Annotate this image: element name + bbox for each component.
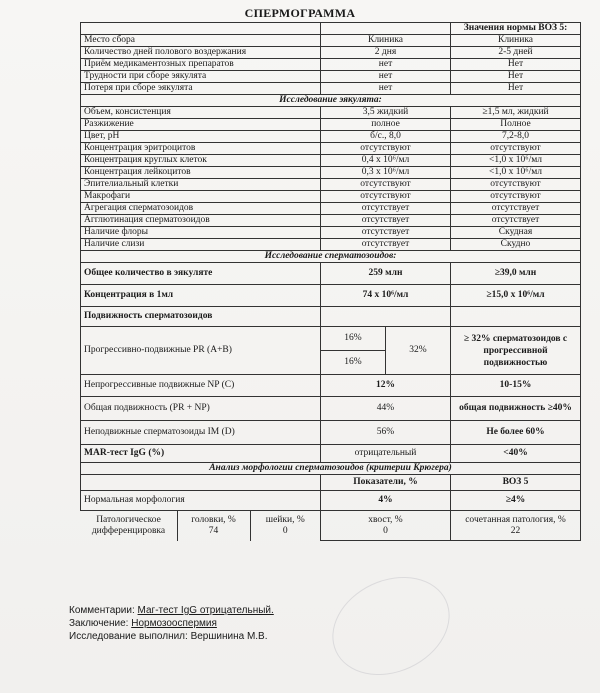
param-name: Агрегация сперматозоидов — [81, 203, 321, 215]
param-norm: 7,2-8,0 — [451, 131, 581, 143]
patho-inner — [81, 511, 321, 541]
param-value: 2 дня — [321, 47, 451, 59]
param-name: Приём медикаментозных препаратов — [81, 59, 321, 71]
motility-blank-2 — [451, 307, 581, 327]
table-row — [81, 203, 581, 215]
combined-label: сочетанная патология, % — [465, 514, 566, 525]
pr-a: 16% — [321, 327, 386, 351]
total-mot-name: Общая подвижность (PR + NP) — [81, 397, 321, 421]
total-norm: ≥39,0 млн — [451, 263, 581, 285]
patho-row — [81, 511, 581, 541]
section-row — [81, 463, 581, 475]
table-row — [81, 227, 581, 239]
normal-norm: ≥4% — [451, 491, 581, 511]
param-name: Место сбора — [81, 35, 321, 47]
pr-name: Прогрессивно-подвижные PR (A+B) — [81, 327, 321, 375]
section-row — [81, 95, 581, 107]
conclusion-value: Нормозооспермия — [131, 618, 217, 629]
param-name: Наличие слизи — [81, 239, 321, 251]
param-value: отсутствуют — [321, 143, 451, 155]
param-value: отсутствуют — [321, 191, 451, 203]
conc-norm: ≥15,0 х 10⁶/мл — [451, 285, 581, 307]
param-norm: Клиника — [451, 35, 581, 47]
header-blank-2 — [321, 23, 451, 35]
motility-title-row — [81, 307, 581, 327]
total-name: Общее количество в эякуляте — [81, 263, 321, 285]
param-name: Эпителиальный клетки — [81, 179, 321, 191]
pr-row — [81, 327, 581, 375]
param-value: 0,4 х 10⁶/мл — [321, 155, 451, 167]
param-name: Объем, консистенция — [81, 107, 321, 119]
executor-value: Вершинина М.В. — [190, 631, 268, 642]
param-value: полное — [321, 119, 451, 131]
mar-norm: <40% — [451, 445, 581, 463]
param-name: Концентрация круглых клеток — [81, 155, 321, 167]
morph-head-norm: ВОЗ 5 — [451, 475, 581, 491]
morph-blank — [81, 475, 321, 491]
param-value: отсутствуют — [321, 179, 451, 191]
patho-combined — [451, 511, 581, 541]
param-norm: ≥1,5 мл, жидкий — [451, 107, 581, 119]
section-morph: Анализ морфологии сперматозоидов (критерии Крюгера) — [81, 463, 581, 475]
section-sperm: Исследование сперматозоидов: — [81, 251, 581, 263]
conclusion-line — [69, 617, 274, 630]
conc-value: 74 х 10⁶/мл — [321, 285, 451, 307]
table-row — [81, 83, 581, 95]
param-value: Клиника — [321, 35, 451, 47]
comment-line — [69, 604, 274, 617]
table-row — [81, 59, 581, 71]
pr-split — [321, 327, 451, 375]
mar-value: отрицательный — [321, 445, 451, 463]
patho-necks — [250, 511, 320, 541]
section-ejaculate: Исследование эякулята: — [81, 95, 581, 107]
table-row — [81, 143, 581, 155]
total-mot-norm: общая подвижность ≥40% — [451, 397, 581, 421]
param-name: Концентрация эритроцитов — [81, 143, 321, 155]
mar-name: MAR-тест IgG (%) — [81, 445, 321, 463]
patho-tails — [321, 511, 451, 541]
normal-row — [81, 491, 581, 511]
param-value: нет — [321, 83, 451, 95]
combined-value: 22 — [510, 525, 521, 536]
np-row — [81, 375, 581, 397]
table-row — [81, 107, 581, 119]
executor-line — [69, 630, 274, 643]
header-blank — [81, 23, 321, 35]
total-value: 259 млн — [321, 263, 451, 285]
param-value: 3,5 жидкий — [321, 107, 451, 119]
stamp-watermark — [316, 559, 465, 693]
motility-blank — [321, 307, 451, 327]
morph-head-row — [81, 475, 581, 491]
pr-sum: 32% — [409, 345, 427, 355]
param-norm: отсутствует — [451, 215, 581, 227]
document-title: СПЕРМОГРАММА — [244, 6, 356, 20]
spermogram-table — [80, 22, 581, 541]
mar-row — [81, 445, 581, 463]
tails-value: 0 — [383, 525, 388, 536]
comment-label: Комментарии: — [69, 605, 135, 616]
table-row — [81, 71, 581, 83]
total-mot-row — [81, 397, 581, 421]
param-name: Концентрация лейкоцитов — [81, 167, 321, 179]
section-row — [81, 251, 581, 263]
patho-split — [81, 511, 321, 541]
param-value: нет — [321, 71, 451, 83]
param-norm: Нет — [451, 83, 581, 95]
pr-b: 16% — [321, 351, 386, 375]
table-row — [81, 131, 581, 143]
tails-label: хвост, % — [368, 514, 403, 525]
im-value: 56% — [321, 421, 451, 445]
param-norm: Скудная — [451, 227, 581, 239]
param-norm: Полное — [451, 119, 581, 131]
param-value: отсутствует — [321, 239, 451, 251]
pr-norm: ≥ 32% сперматозоидов с прогрессивной подвижностью — [451, 327, 581, 375]
param-value: нет — [321, 59, 451, 71]
param-name: Разжижение — [81, 119, 321, 131]
np-value: 12% — [321, 375, 451, 397]
param-norm: отсутствуют — [451, 191, 581, 203]
table-row — [81, 191, 581, 203]
param-name: Агглютинация сперматозоидов — [81, 215, 321, 227]
conc-name: Концентрация в 1мл — [81, 285, 321, 307]
conc-row — [81, 285, 581, 307]
im-row — [81, 421, 581, 445]
param-norm: 2-5 дней — [451, 47, 581, 59]
param-norm: <1,0 х 10⁶/мл — [451, 167, 581, 179]
im-norm: Не более 60% — [451, 421, 581, 445]
param-name: Макрофаги — [81, 191, 321, 203]
pr-inner — [321, 327, 450, 374]
param-norm: отсутствуют — [451, 179, 581, 191]
table-row — [81, 239, 581, 251]
param-name: Потеря при сборе эякулята — [81, 83, 321, 95]
footer — [69, 604, 274, 643]
param-value: отсутствует — [321, 227, 451, 239]
motility-title: Подвижность сперматозоидов — [81, 307, 321, 327]
heads-label: головки, % — [191, 514, 236, 525]
im-name: Неподвижные сперматозоиды IM (D) — [81, 421, 321, 445]
table-row — [81, 215, 581, 227]
param-name: Наличие флоры — [81, 227, 321, 239]
conclusion-label: Заключение: — [69, 618, 129, 629]
necks-value: 0 — [282, 525, 288, 536]
normal-name: Нормальная морфология — [81, 491, 321, 511]
param-norm: Скудно — [451, 239, 581, 251]
param-norm: отсутствуют — [451, 143, 581, 155]
param-name: Количество дней полового воздержания — [81, 47, 321, 59]
executor-label: Исследование выполнил: — [69, 631, 188, 642]
total-row — [81, 263, 581, 285]
param-norm: <1,0 х 10⁶/мл — [451, 155, 581, 167]
table-row — [81, 47, 581, 59]
header-row — [81, 23, 581, 35]
patho-heads — [177, 511, 250, 541]
table-row — [81, 167, 581, 179]
morph-head-value: Показатели, % — [321, 475, 451, 491]
normal-value: 4% — [321, 491, 451, 511]
heads-value: 74 — [208, 525, 219, 536]
table-row — [81, 119, 581, 131]
param-norm: Нет — [451, 59, 581, 71]
patho-name: Патологическое дифференцировка — [81, 511, 178, 541]
np-norm: 10-15% — [451, 375, 581, 397]
table-row — [81, 155, 581, 167]
param-name: Цвет, pH — [81, 131, 321, 143]
param-value: отсутствует — [321, 203, 451, 215]
param-name: Трудности при сборе эякулята — [81, 71, 321, 83]
total-mot-value: 44% — [321, 397, 451, 421]
param-value: отсутствует — [321, 215, 451, 227]
param-value: б/с., 8,0 — [321, 131, 451, 143]
necks-label: шейки, % — [265, 514, 305, 525]
table-row — [81, 179, 581, 191]
header-norm: Значения нормы ВОЗ 5: — [451, 23, 581, 35]
np-name: Непрогрессивные подвижные NP (C) — [81, 375, 321, 397]
comment-value: Маг-тест IgG отрицательный. — [137, 605, 274, 616]
param-value: 0,3 х 10⁶/мл — [321, 167, 451, 179]
param-norm: Нет — [451, 71, 581, 83]
param-norm: отсутствует — [451, 203, 581, 215]
table-row — [81, 35, 581, 47]
